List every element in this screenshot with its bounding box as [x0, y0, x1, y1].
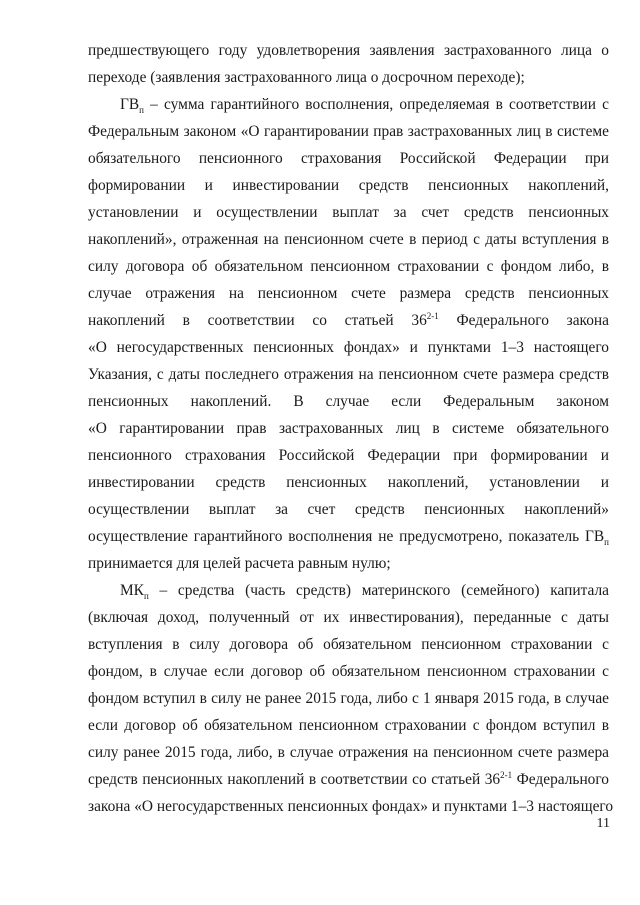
paragraph-gv-start: $ГВ_п$ – сумма гарантийного восполнения, определяемая в соответствии с	[120, 96, 609, 116]
text-line: установлении и осуществлении выплат за счет средств пенсионных	[88, 204, 609, 221]
text-line: осуществлении выплат за счет средств пенсионных накоплений»	[88, 501, 609, 518]
text-line: если договор об обязательном пенсионном страховании с фондом вступил в	[88, 717, 609, 734]
text-line: силу ранее 2015 года, либо, в случае отражения на пенсионном счете размера	[88, 744, 609, 761]
text-line: пенсионного страхования Российской Федерации при формировании и	[88, 447, 609, 464]
text-line: (включая доход, полученный от их инвестирования), переданные с даты	[88, 609, 609, 626]
text-line: формировании и инвестировании средств пенсионных накоплений,	[88, 177, 609, 194]
text-line: принимается для целей расчета равным нулю;	[88, 555, 391, 572]
text-line: переходе (заявления застрахованного лица о досрочном переходе);	[88, 69, 525, 86]
text-line: «О негосударственных пенсионных фондах» и пунктами 1–3 настоящего	[88, 339, 609, 356]
text-line-article-36: средств пенсионных накоплений в соответствии со статьей 36$^{2-1}$ Федерального	[88, 769, 609, 788]
text-line: предшествующего году удовлетворения заявления застрахованного лица о	[88, 42, 609, 59]
page-number: 11	[596, 816, 610, 831]
text-line: Указания, с даты последнего отражения на пенсионном счете размера средств	[88, 366, 609, 383]
text-line: вступления в силу договора об обязательном пенсионном страховании с	[88, 636, 609, 653]
text-line: Федеральным законом «О гарантировании прав застрахованных лиц в системе	[88, 123, 609, 140]
text-line: фондом, в случае если договор об обязательном пенсионном страховании с	[88, 663, 609, 680]
paragraph-mk-start: $МК_п$ – средства (часть средств) материнского (семейного) капитала	[120, 582, 609, 602]
text-line: обязательного пенсионного страхования Российской Федерации при	[88, 150, 609, 167]
text-line: силу договора об обязательном пенсионном страховании с фондом либо, в	[88, 258, 609, 275]
text-line: инвестировании средств пенсионных накоплений, установлении и	[88, 474, 609, 491]
text-line: накоплений», отраженная на пенсионном счете в период с даты вступления в	[88, 231, 609, 248]
text-line: закона «О негосударственных пенсионных фондах» и пунктами 1–3 настоящего	[88, 798, 614, 815]
text-line-gv-end: осуществление гарантийного восполнения не предусмотрено, показатель $ГВ_п$	[88, 528, 609, 548]
text-line: «О гарантировании прав застрахованных лиц в системе обязательного	[88, 420, 609, 437]
text-line: пенсионных накоплений. В случае если Федеральным законом	[88, 393, 609, 410]
text-line: фондом вступил в силу не ранее 2015 года, либо с 1 января 2015 года, в случае	[88, 690, 609, 707]
text-line: случае отражения на пенсионном счете размера средств пенсионных	[88, 285, 609, 302]
text-line-article-36: накоплений в соответствии со статьей 36$^{2-1}$ Федерального закона	[88, 310, 610, 329]
